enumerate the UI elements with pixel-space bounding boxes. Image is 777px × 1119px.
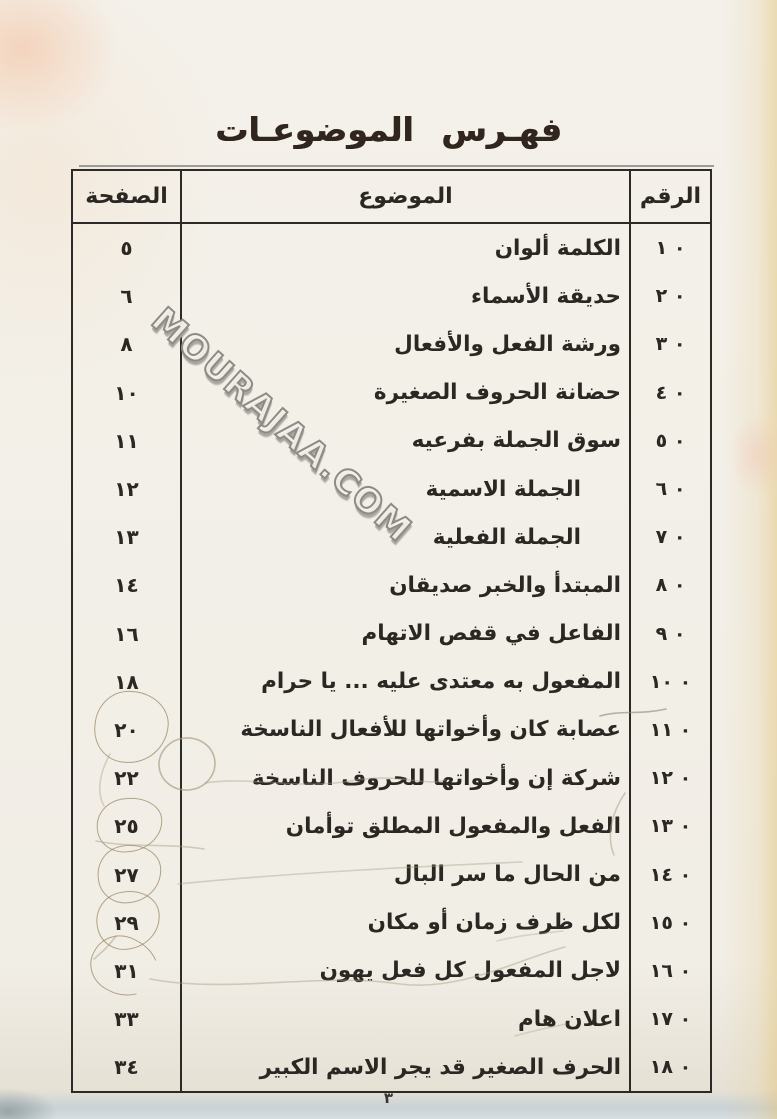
row-number: ٠ ١٣	[630, 802, 711, 850]
row-number: ٠ ٧	[630, 513, 711, 561]
row-page	[72, 899, 181, 947]
row-number: ٠ ١٨	[630, 1043, 711, 1092]
row-page-value: ١١	[114, 428, 139, 453]
row-number: ٠ ٣	[630, 320, 711, 368]
page-title: فهـرس الموضوعـات	[215, 110, 562, 150]
watermark: MOURAJAA.COM	[143, 300, 420, 551]
row-page-value: ٢٩	[114, 910, 139, 935]
row-page-value: ٦	[120, 284, 133, 309]
column-header-page: الصفحة	[72, 170, 181, 223]
row-page	[72, 561, 181, 609]
toc-row	[72, 850, 711, 898]
row-page-value: ٢٧	[114, 862, 139, 887]
row-topic: الفاعل في قفص الاتهام	[361, 621, 621, 647]
row-number: ٠ ١٠	[630, 658, 711, 706]
row-page-value: ٢٠	[114, 717, 139, 742]
row-number: ٠ ١٤	[630, 850, 711, 898]
toc-row	[72, 947, 711, 995]
row-page-value: ٣٣	[114, 1007, 139, 1032]
row-number: ٠ ١	[630, 223, 711, 272]
row-topic: الجملة الفعلية	[432, 524, 581, 550]
row-topic: اعلان هام	[518, 1006, 621, 1032]
row-number: ٠ ١١	[630, 706, 711, 754]
row-topic: لاجل المفعول كل فعل يهون	[319, 958, 621, 984]
toc-row	[72, 1043, 711, 1092]
row-page-value: ٣١	[114, 958, 139, 983]
table-top-rule	[79, 165, 714, 167]
toc-row	[72, 899, 711, 947]
row-topic: المفعول به معتدى عليه ... يا حرام	[261, 669, 621, 695]
row-page	[72, 658, 181, 706]
row-number: ٠ ٥	[630, 417, 711, 465]
toc-row	[72, 802, 711, 850]
row-number: ٠ ١٥	[630, 899, 711, 947]
row-page-value: ٨	[120, 332, 133, 357]
row-topic: المبتدأ والخبر صديقان	[389, 572, 621, 598]
toc-row	[72, 995, 711, 1043]
column-header-number: الرقم	[630, 170, 711, 223]
row-page-value: ١٤	[114, 573, 139, 598]
row-page-value: ١٢	[114, 477, 139, 502]
row-topic: عصابة كان وأخواتها للأفعال الناسخة	[240, 717, 621, 743]
toc-row	[72, 417, 711, 465]
row-number: ٠ ٢	[630, 272, 711, 320]
row-topic: الكلمة ألوان	[494, 235, 621, 261]
row-topic: ورشة الفعل والأفعال	[394, 331, 621, 357]
row-page-value: ١٣	[114, 525, 139, 550]
row-number: ٠ ٤	[630, 369, 711, 417]
toc-row	[72, 754, 711, 802]
toc-body	[72, 223, 711, 1092]
row-topic: الحرف الصغير قد يجر الاسم الكبير	[259, 1054, 621, 1080]
row-page-value: ٢٥	[114, 814, 139, 839]
row-page-value: ٣٤	[114, 1055, 139, 1080]
row-page	[72, 995, 181, 1043]
row-page	[72, 1043, 181, 1092]
row-page	[72, 513, 181, 561]
row-number: ٠ ١٧	[630, 995, 711, 1043]
toc-row	[72, 223, 711, 272]
toc-header	[72, 170, 711, 223]
row-page	[72, 706, 181, 754]
row-page	[72, 754, 181, 802]
toc-row	[72, 561, 711, 609]
row-page	[72, 850, 181, 898]
toc-row	[72, 658, 711, 706]
row-page-value: ٢٢	[114, 766, 139, 791]
row-topic: الجملة الاسمية	[425, 476, 581, 502]
row-topic: سوق الجملة بفرعيه	[411, 428, 621, 454]
row-page	[72, 802, 181, 850]
footer-page-number: ٣	[383, 1089, 394, 1107]
row-page	[72, 369, 181, 417]
toc-row	[72, 369, 711, 417]
row-page-value: ١٠	[114, 380, 139, 405]
row-number: ٠ ٨	[630, 561, 711, 609]
row-page	[72, 610, 181, 658]
row-topic: من الحال ما سر البال	[393, 862, 621, 888]
row-number: ٠ ٦	[630, 465, 711, 513]
row-topic: حديقة الأسماء	[471, 283, 621, 309]
row-page-value: ٥	[120, 236, 133, 261]
row-number: ٠ ٩	[630, 610, 711, 658]
row-topic: حضانة الحروف الصغيرة	[373, 380, 621, 406]
row-page	[72, 417, 181, 465]
toc-row	[72, 706, 711, 754]
row-number: ٠ ١٦	[630, 947, 711, 995]
row-page-value: ١٨	[114, 669, 139, 694]
row-topic: شركة إن وأخواتها للحروف الناسخة	[251, 765, 621, 791]
row-page-value: ١٦	[114, 621, 139, 646]
column-header-topic: الموضوع	[181, 170, 630, 223]
row-topic: الفعل والمفعول المطلق توأمان	[285, 813, 621, 839]
row-page	[72, 223, 181, 272]
row-topic: لكل ظرف زمان أو مكان	[367, 910, 621, 936]
toc-row	[72, 610, 711, 658]
row-page	[72, 465, 181, 513]
row-page	[72, 947, 181, 995]
row-number: ٠ ١٢	[630, 754, 711, 802]
